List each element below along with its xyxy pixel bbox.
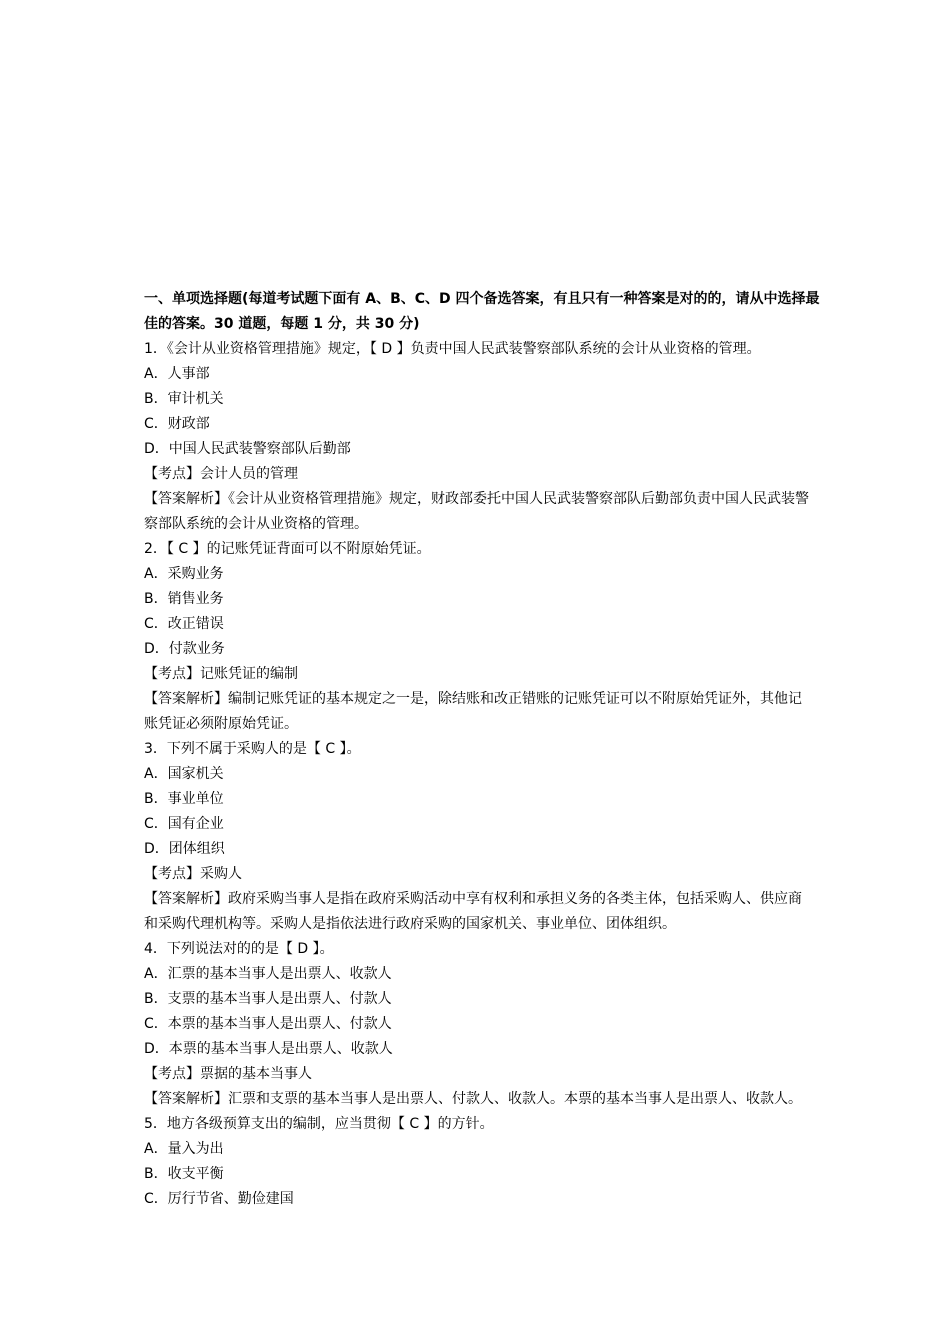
option-b: B．支票的基本当事人是出票人、付款人 xyxy=(144,991,392,1007)
question-3 xyxy=(144,737,824,937)
question-5 xyxy=(144,1112,824,1212)
key-point: 【考点】会计人员的管理 xyxy=(144,466,298,482)
option-d: D．团体组织 xyxy=(144,841,225,857)
question-stem: 2．【 C 】的记账凭证背面可以不附原始凭证。 xyxy=(144,541,431,557)
option-c: C．改正错误 xyxy=(144,616,224,632)
answer-analysis: 【答案解析】汇票和支票的基本当事人是出票人、付款人、收款人。本票的基本当事人是出票人、收款人。 xyxy=(144,1091,802,1107)
option-a: A．国家机关 xyxy=(144,766,224,782)
question-stem: 4．下列说法对的的是【 D 】。 xyxy=(144,941,334,957)
option-a: A．汇票的基本当事人是出票人、收款人 xyxy=(144,966,392,982)
answer-analysis: 【答案解析】编制记账凭证的基本规定之一是，除结账和改正错账的记账凭证可以不附原始凭证外，其他记账凭证必须附原始凭证。 xyxy=(144,691,802,732)
option-a: A．量入为出 xyxy=(144,1141,224,1157)
question-4 xyxy=(144,937,824,1112)
section-heading: 一、单项选择题(每道考试题下面有 A、B、C、D 四个备选答案，有且只有一种答案是对的的，请从中选择最佳的答案。30 道题，每题 1 分，共 30 分) xyxy=(144,291,820,332)
option-c: C．厉行节省、勤俭建国 xyxy=(144,1191,294,1207)
option-b: B．审计机关 xyxy=(144,391,224,407)
question-1 xyxy=(144,337,824,537)
option-b: B．销售业务 xyxy=(144,591,224,607)
key-point: 【考点】票据的基本当事人 xyxy=(144,1066,312,1082)
question-stem: 3．下列不属于采购人的是【 C 】。 xyxy=(144,741,361,757)
answer-analysis: 【答案解析】《会计从业资格管理措施》规定，财政部委托中国人民武装警察部队后勤部负责中国人民武装警察部队系统的会计从业资格的管理。 xyxy=(144,491,809,532)
option-c: C．财政部 xyxy=(144,416,210,432)
option-b: B．事业单位 xyxy=(144,791,224,807)
key-point: 【考点】记账凭证的编制 xyxy=(144,666,298,682)
option-c: C．本票的基本当事人是出票人、付款人 xyxy=(144,1016,392,1032)
option-a: A．人事部 xyxy=(144,366,210,382)
question-stem: 5．地方各级预算支出的编制，应当贯彻【 C 】的方针。 xyxy=(144,1116,494,1132)
option-d: D．本票的基本当事人是出票人、收款人 xyxy=(144,1041,393,1057)
question-stem: 1．《会计从业资格管理措施》规定，【 D 】负责中国人民武装警察部队系统的会计从业资格的管理。 xyxy=(144,341,761,357)
question-2 xyxy=(144,537,824,737)
key-point: 【考点】采购人 xyxy=(144,866,242,882)
option-c: C．国有企业 xyxy=(144,816,224,832)
option-d: D．付款业务 xyxy=(144,641,225,657)
option-d: D．中国人民武装警察部队后勤部 xyxy=(144,441,351,457)
option-a: A．采购业务 xyxy=(144,566,224,582)
document-content xyxy=(144,287,824,1212)
answer-analysis: 【答案解析】政府采购当事人是指在政府采购活动中享有权利和承担义务的各类主体，包括采购人、供应商和采购代理机构等。采购人是指依法进行政府采购的国家机关、事业单位、团体组织。 xyxy=(144,891,802,932)
option-b: B．收支平衡 xyxy=(144,1166,224,1182)
